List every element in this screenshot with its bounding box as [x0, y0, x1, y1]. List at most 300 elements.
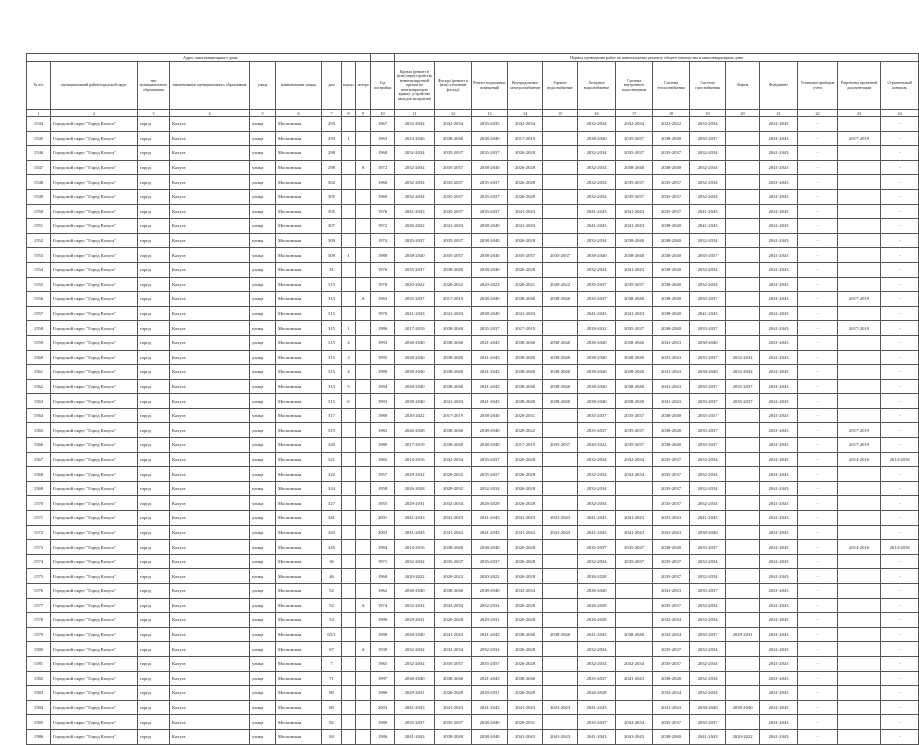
- foundation-period-cell: 2041-2043: [760, 306, 798, 321]
- building-cell: [342, 598, 356, 613]
- facade-period-cell: 2035-2037: [435, 160, 472, 175]
- elevator-period-cell: [726, 525, 760, 540]
- elevator-period-cell: [726, 481, 760, 496]
- row-number: 1584: [27, 700, 51, 715]
- street-name-cell: Московская: [276, 350, 322, 365]
- construction-control-period-cell: -: [881, 613, 919, 628]
- building-cell: [342, 219, 356, 234]
- elevator-period-cell: [726, 423, 760, 438]
- construction-control-period-cell: -: [881, 394, 919, 409]
- street-type-cell: улица: [250, 175, 276, 190]
- column-number: 11: [395, 110, 435, 117]
- electric-period-cell: 2026-2028: [508, 262, 543, 277]
- street-name-cell: Московская: [276, 292, 322, 307]
- electric-period-cell: 2041-2043: [508, 219, 543, 234]
- letter-cell: [356, 219, 371, 234]
- building-cell: 1: [342, 131, 356, 146]
- column-number: 17: [616, 110, 653, 117]
- foundation-period-cell: 2041-2043: [760, 160, 798, 175]
- drainage-period-cell: 2035-2037: [616, 175, 653, 190]
- construction-control-period-cell: -: [881, 598, 919, 613]
- street-type-cell: улица: [250, 715, 276, 730]
- table-row: [27, 700, 919, 715]
- street-type-cell: улица: [250, 131, 276, 146]
- row-number: 1548: [27, 175, 51, 190]
- facade-period-cell: 2035-2037: [435, 554, 472, 569]
- cold-water-period-cell: 2026-2028: [578, 569, 616, 584]
- municipality-name-cell: Калуга: [170, 423, 250, 438]
- drainage-period-cell: 2041-2043: [616, 729, 653, 744]
- drainage-period-cell: 2032-2034: [616, 117, 653, 132]
- letter-cell: А: [356, 160, 371, 175]
- build-year-cell: 1986: [371, 321, 395, 336]
- table-row: [27, 569, 919, 584]
- column-header: Фундамент: [760, 62, 798, 110]
- street-type-cell: улица: [250, 525, 276, 540]
- design-docs-period-cell: [838, 204, 881, 219]
- design-docs-period-cell: [838, 394, 881, 409]
- street-type-cell: улица: [250, 729, 276, 744]
- design-docs-period-cell: 2014-2016: [838, 452, 881, 467]
- street-name-cell: Московская: [276, 146, 322, 161]
- hot-water-period-cell: 2035-2037: [543, 438, 578, 453]
- letter-cell: [356, 175, 371, 190]
- electric-period-cell: 2026-2028: [508, 569, 543, 584]
- gas-period-cell: 2032-2034: [690, 175, 726, 190]
- drainage-period-cell: 2038-2040: [616, 379, 653, 394]
- electric-period-cell: 2026-2028: [508, 598, 543, 613]
- roof-period-cell: 2032-2034: [395, 117, 435, 132]
- street-name-cell: Московская: [276, 321, 322, 336]
- construction-control-period-cell: -: [881, 175, 919, 190]
- facade-period-cell: 2026-2028: [435, 686, 472, 701]
- electric-period-cell: 2026-2028: [508, 496, 543, 511]
- basement-period-cell: 2035-2037: [472, 175, 508, 190]
- cold-water-period-cell: 2038-2040: [578, 365, 616, 380]
- elevator-period-cell: [726, 189, 760, 204]
- design-docs-period-cell: [838, 627, 881, 642]
- column-header: литера: [356, 62, 371, 110]
- building-cell: [342, 189, 356, 204]
- table-row: [27, 452, 919, 467]
- drainage-period-cell: 2038-2040: [616, 335, 653, 350]
- foundation-period-cell: 2041-2043: [760, 656, 798, 671]
- meters-period-cell: -: [798, 306, 838, 321]
- house-number-cell: 345: [322, 540, 342, 555]
- street-name-cell: Московская: [276, 277, 322, 292]
- foundation-period-cell: 2041-2043: [760, 671, 798, 686]
- build-year-cell: 1986: [371, 686, 395, 701]
- building-cell: [342, 656, 356, 671]
- electric-period-cell: 2026-2028: [508, 540, 543, 555]
- basement-period-cell: 2029-2031: [472, 613, 508, 628]
- gas-period-cell: 2035-2037: [690, 321, 726, 336]
- row-number: 1580: [27, 642, 51, 657]
- roof-period-cell: 2029-2031: [395, 496, 435, 511]
- street-name-cell: Московская: [276, 394, 322, 409]
- foundation-period-cell: 2041-2043: [760, 277, 798, 292]
- build-year-cell: 1974: [371, 233, 395, 248]
- row-number: 1546: [27, 146, 51, 161]
- municipality-type-cell: город: [138, 219, 170, 234]
- street-type-cell: улица: [250, 554, 276, 569]
- house-number-cell: 82: [322, 715, 342, 730]
- letter-cell: [356, 496, 371, 511]
- municipality-type-cell: город: [138, 306, 170, 321]
- heating-period-cell: 2035-2037: [653, 204, 690, 219]
- house-number-cell: 36: [322, 554, 342, 569]
- gas-period-cell: 2035-2037: [690, 131, 726, 146]
- house-number-cell: 309: [322, 233, 342, 248]
- drainage-period-cell: [616, 481, 653, 496]
- house-number-cell: 293: [322, 117, 342, 132]
- street-type-cell: улица: [250, 642, 276, 657]
- electric-period-cell: 2026-2028: [508, 686, 543, 701]
- roof-period-cell: 2014-2016: [395, 540, 435, 555]
- municipality-type-cell: город: [138, 189, 170, 204]
- basement-period-cell: 2038-2040: [472, 219, 508, 234]
- row-number: 1564: [27, 408, 51, 423]
- drainage-period-cell: [616, 613, 653, 628]
- district-cell: Городской округ "Город Калуга": [51, 642, 138, 657]
- heating-period-cell: 2035-2037: [653, 189, 690, 204]
- column-header: Кровля (ремонт и (или) переустройство невентилируемой крыши на вентилируемую крышу, устройство выходов на кровлю): [395, 62, 435, 110]
- letter-cell: [356, 584, 371, 599]
- municipality-type-cell: город: [138, 481, 170, 496]
- basement-period-cell: 2035-2037: [472, 146, 508, 161]
- electric-period-cell: 2026-2028: [508, 613, 543, 628]
- municipality-type-cell: город: [138, 292, 170, 307]
- gas-period-cell: 2035-2037: [690, 540, 726, 555]
- gas-period-cell: 2032-2034: [690, 117, 726, 132]
- street-type-cell: улица: [250, 656, 276, 671]
- electric-period-cell: 2029-2031: [508, 408, 543, 423]
- district-cell: Городской округ "Город Калуга": [51, 554, 138, 569]
- cold-water-period-cell: 2029-2032: [578, 321, 616, 336]
- elevator-period-cell: [726, 715, 760, 730]
- street-name-cell: Московская: [276, 379, 322, 394]
- meters-period-cell: -: [798, 233, 838, 248]
- municipality-type-cell: город: [138, 365, 170, 380]
- build-year-cell: 1974: [371, 598, 395, 613]
- municipality-type-cell: город: [138, 656, 170, 671]
- district-cell: Городской округ "Город Калуга": [51, 700, 138, 715]
- table-row: [27, 642, 919, 657]
- table-row: [27, 627, 919, 642]
- elevator-period-cell: [726, 219, 760, 234]
- electric-period-cell: 2017-2019: [508, 438, 543, 453]
- gas-period-cell: 2041-2043: [690, 219, 726, 234]
- elevator-period-cell: [726, 671, 760, 686]
- building-cell: [342, 584, 356, 599]
- electric-period-cell: 2038-2040: [508, 627, 543, 642]
- design-docs-period-cell: [838, 189, 881, 204]
- work-period-band-header: Период проведения работ по капитальному ремонту общего имущества в многоквартирном доме: [395, 54, 919, 62]
- street-type-cell: улица: [250, 394, 276, 409]
- district-cell: Городской округ "Город Калуга": [51, 262, 138, 277]
- construction-control-period-cell: -: [881, 335, 919, 350]
- house-number-cell: 65/1: [322, 627, 342, 642]
- basement-period-cell: 2041-2043: [472, 700, 508, 715]
- street-type-cell: улица: [250, 467, 276, 482]
- construction-control-period-cell: -: [881, 569, 919, 584]
- row-number: 1581: [27, 656, 51, 671]
- municipality-name-cell: Калуга: [170, 467, 250, 482]
- municipality-name-cell: Калуга: [170, 481, 250, 496]
- meters-period-cell: -: [798, 175, 838, 190]
- column-number-row: [27, 110, 919, 117]
- house-number-cell: 305: [322, 204, 342, 219]
- municipality-name-cell: Калуга: [170, 554, 250, 569]
- table-row: [27, 292, 919, 307]
- house-number-cell: 315: [322, 306, 342, 321]
- hot-water-period-cell: 2038-2040: [543, 627, 578, 642]
- meters-period-cell: -: [798, 131, 838, 146]
- column-header: Фасады (ремонт и (или) утепление фасада): [435, 62, 472, 110]
- column-header: Система газоснабжения: [690, 62, 726, 110]
- foundation-period-cell: 2041-2043: [760, 511, 798, 526]
- drainage-period-cell: 2038-2040: [616, 627, 653, 642]
- construction-control-period-cell: -: [881, 262, 919, 277]
- design-docs-period-cell: [838, 175, 881, 190]
- meters-period-cell: -: [798, 117, 838, 132]
- basement-period-cell: 2020-2022: [472, 277, 508, 292]
- building-cell: [342, 481, 356, 496]
- drainage-period-cell: 2041-2043: [616, 525, 653, 540]
- cold-water-period-cell: 2038-2040: [578, 131, 616, 146]
- meters-period-cell: -: [798, 408, 838, 423]
- heating-period-cell: 2022-2022: [653, 117, 690, 132]
- letter-cell: [356, 540, 371, 555]
- street-type-cell: улица: [250, 627, 276, 642]
- construction-control-period-cell: -: [881, 656, 919, 671]
- facade-period-cell: 2038-2040: [435, 262, 472, 277]
- heating-period-cell: 2032-2034: [653, 686, 690, 701]
- building-cell: [342, 627, 356, 642]
- elevator-period-cell: [726, 146, 760, 161]
- meters-period-cell: -: [798, 642, 838, 657]
- street-type-cell: улица: [250, 117, 276, 132]
- meters-period-cell: -: [798, 467, 838, 482]
- basement-period-cell: 2035-2035: [472, 117, 508, 132]
- municipality-type-cell: город: [138, 584, 170, 599]
- construction-control-period-cell: -: [881, 321, 919, 336]
- street-type-cell: улица: [250, 292, 276, 307]
- build-year-cell: 1982: [371, 423, 395, 438]
- row-number: 1552: [27, 233, 51, 248]
- basement-period-cell: 2038-2040: [472, 540, 508, 555]
- elevator-period-cell: [726, 540, 760, 555]
- heating-period-cell: 2035-2037: [653, 569, 690, 584]
- basement-period-cell: 2032-2034: [472, 598, 508, 613]
- drainage-period-cell: [616, 569, 653, 584]
- heating-period-cell: 2041-2043: [653, 511, 690, 526]
- hot-water-period-cell: [543, 146, 578, 161]
- row-number: 1554: [27, 262, 51, 277]
- basement-period-cell: 2020-2022: [472, 569, 508, 584]
- cold-water-period-cell: 2041-2043: [578, 219, 616, 234]
- roof-period-cell: 2038-2040: [395, 394, 435, 409]
- facade-period-cell: 2038-2040: [435, 131, 472, 146]
- drainage-period-cell: 2041-2043: [616, 262, 653, 277]
- district-cell: Городской округ "Город Калуга": [51, 321, 138, 336]
- hot-water-period-cell: [543, 262, 578, 277]
- street-name-cell: Московская: [276, 248, 322, 263]
- heating-period-cell: 2038-2040: [653, 277, 690, 292]
- drainage-period-cell: 2038-2040: [616, 233, 653, 248]
- drainage-period-cell: 2041-2043: [616, 306, 653, 321]
- construction-control-period-cell: -: [881, 642, 919, 657]
- construction-control-period-cell: -: [881, 467, 919, 482]
- row-number: 1551: [27, 219, 51, 234]
- meters-period-cell: -: [798, 379, 838, 394]
- elevator-period-cell: [726, 292, 760, 307]
- letter-cell: [356, 438, 371, 453]
- house-number-cell: 313: [322, 277, 342, 292]
- municipality-type-cell: город: [138, 277, 170, 292]
- facade-period-cell: 2038-2040: [435, 584, 472, 599]
- hot-water-period-cell: [543, 452, 578, 467]
- foundation-period-cell: 2041-2043: [760, 131, 798, 146]
- table-row: [27, 481, 919, 496]
- build-year-cell: 1995: [371, 350, 395, 365]
- drainage-period-cell: [616, 584, 653, 599]
- foundation-period-cell: 2041-2043: [760, 700, 798, 715]
- hot-water-period-cell: [543, 496, 578, 511]
- roof-period-cell: 2035-2037: [395, 292, 435, 307]
- design-docs-period-cell: [838, 277, 881, 292]
- row-number: 1567: [27, 452, 51, 467]
- hot-water-period-cell: [543, 569, 578, 584]
- design-docs-period-cell: [838, 656, 881, 671]
- elevator-period-cell: [726, 569, 760, 584]
- roof-period-cell: 2032-2034: [395, 656, 435, 671]
- cold-water-period-cell: 2041-2043: [578, 729, 616, 744]
- build-year-cell: 1980: [371, 438, 395, 453]
- drainage-period-cell: 2038-2040: [616, 394, 653, 409]
- row-number: 1583: [27, 686, 51, 701]
- facade-period-cell: 2029-2032: [435, 481, 472, 496]
- street-type-cell: улица: [250, 379, 276, 394]
- construction-control-period-cell: -: [881, 671, 919, 686]
- cold-water-period-cell: 2035-2037: [578, 292, 616, 307]
- drainage-period-cell: 2035-2037: [616, 554, 653, 569]
- street-name-cell: Московская: [276, 365, 322, 380]
- municipality-name-cell: Калуга: [170, 219, 250, 234]
- facade-period-cell: 2035-2037: [435, 248, 472, 263]
- heating-period-cell: 2035-2037: [653, 481, 690, 496]
- gas-period-cell: 2035-2037: [690, 292, 726, 307]
- drainage-period-cell: 2035-2037: [616, 131, 653, 146]
- roof-period-cell: 2023-2046: [395, 131, 435, 146]
- street-name-cell: Московская: [276, 656, 322, 671]
- basement-period-cell: 2035-2037: [472, 452, 508, 467]
- municipality-type-cell: город: [138, 350, 170, 365]
- gas-period-cell: 2041-2043: [690, 511, 726, 526]
- design-docs-period-cell: [838, 481, 881, 496]
- meters-period-cell: -: [798, 219, 838, 234]
- roof-period-cell: 2017-2019: [395, 321, 435, 336]
- row-number: 1578: [27, 613, 51, 628]
- design-docs-period-cell: [838, 335, 881, 350]
- hot-water-period-cell: 2038-2040: [543, 292, 578, 307]
- construction-control-period-cell: -: [881, 146, 919, 161]
- roof-period-cell: 2038-2040: [395, 671, 435, 686]
- street-type-cell: улица: [250, 321, 276, 336]
- row-number: 1557: [27, 306, 51, 321]
- municipality-name-cell: Калуга: [170, 656, 250, 671]
- meters-period-cell: -: [798, 292, 838, 307]
- district-cell: Городской округ "Город Калуга": [51, 540, 138, 555]
- street-type-cell: улица: [250, 233, 276, 248]
- hot-water-period-cell: [543, 642, 578, 657]
- row-number: 1544: [27, 117, 51, 132]
- basement-period-cell: 2038-2040: [472, 292, 508, 307]
- electric-period-cell: 2038-2040: [508, 379, 543, 394]
- construction-control-period-cell: -: [881, 233, 919, 248]
- drainage-period-cell: [616, 496, 653, 511]
- district-cell: Городской округ "Город Калуга": [51, 627, 138, 642]
- building-cell: 4: [342, 365, 356, 380]
- heating-period-cell: 2041-2043: [653, 525, 690, 540]
- column-header: дом: [322, 62, 342, 110]
- street-type-cell: улица: [250, 569, 276, 584]
- design-docs-period-cell: [838, 365, 881, 380]
- municipality-type-cell: город: [138, 598, 170, 613]
- row-number: 1582: [27, 671, 51, 686]
- municipality-type-cell: город: [138, 511, 170, 526]
- foundation-period-cell: 2041-2043: [760, 335, 798, 350]
- column-header: наименование улицы: [276, 62, 322, 110]
- gas-period-cell: 2032-2034: [690, 189, 726, 204]
- foundation-period-cell: 2041-2043: [760, 467, 798, 482]
- elevator-period-cell: [726, 277, 760, 292]
- municipality-name-cell: Калуга: [170, 569, 250, 584]
- drainage-period-cell: 2035-2037: [616, 321, 653, 336]
- district-cell: Городской округ "Город Калуга": [51, 219, 138, 234]
- electric-period-cell: 2038-2040: [508, 350, 543, 365]
- design-docs-period-cell: [838, 379, 881, 394]
- meters-period-cell: -: [798, 394, 838, 409]
- street-name-cell: Московская: [276, 642, 322, 657]
- hot-water-period-cell: [543, 175, 578, 190]
- house-number-cell: 67: [322, 642, 342, 657]
- build-year-cell: 1972: [371, 160, 395, 175]
- heating-period-cell: 2041-2043: [653, 700, 690, 715]
- table-row: [27, 584, 919, 599]
- street-name-cell: Московская: [276, 496, 322, 511]
- street-name-cell: Московская: [276, 525, 322, 540]
- elevator-period-cell: [726, 554, 760, 569]
- house-number-cell: 80: [322, 700, 342, 715]
- column-header: Ремонт подвальных помещений: [472, 62, 508, 110]
- construction-control-period-cell: -: [881, 379, 919, 394]
- elevator-period-cell: [726, 306, 760, 321]
- building-cell: [342, 613, 356, 628]
- row-number: 1575: [27, 569, 51, 584]
- basement-period-cell: 2038-2040: [472, 306, 508, 321]
- street-name-cell: Московская: [276, 700, 322, 715]
- basement-period-cell: 2041-2043: [472, 365, 508, 380]
- municipality-type-cell: город: [138, 452, 170, 467]
- building-cell: 6: [342, 394, 356, 409]
- district-cell: Городской округ "Город Калуга": [51, 686, 138, 701]
- hot-water-period-cell: [543, 598, 578, 613]
- letter-cell: [356, 335, 371, 350]
- letter-cell: [356, 569, 371, 584]
- heating-period-cell: 2038-2040: [653, 160, 690, 175]
- roof-period-cell: 2032-2034: [395, 598, 435, 613]
